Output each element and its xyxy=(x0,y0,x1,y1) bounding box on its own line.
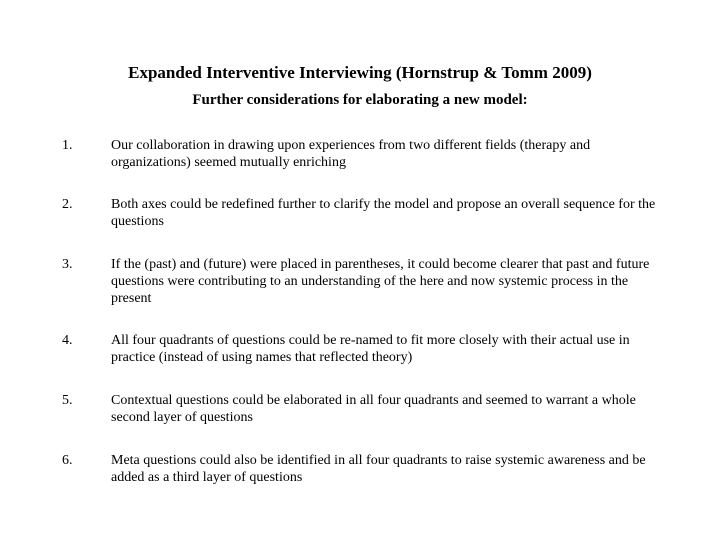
list-item-text: If the (past) and (future) were placed in parentheses, it could become clearer that past and future questions were contributing to an understanding of the here and now systemic process in the present xyxy=(111,257,650,306)
list-item-text: Our collaboration in drawing upon experiences from two different fields (therapy and organizations) seemed mutually enriching xyxy=(111,138,591,170)
list-item-number: 2. xyxy=(62,197,73,212)
list-item-number: 3. xyxy=(62,257,73,272)
list-item-text: Contextual questions could be elaborated in all four quadrants and seemed to warrant a whole second layer of questions xyxy=(111,393,636,425)
list-item-number: 4. xyxy=(62,333,73,348)
slide-subtitle xyxy=(0,90,720,110)
list-item-text: Both axes could be redefined further to clarify the model and propose an overall sequence for the questions xyxy=(111,197,656,229)
slide-title: Expanded Interventive Interviewing (Hornstrup & Tomm 2009) xyxy=(128,63,592,82)
slide-subtitle-text: Further considerations for elaborating a new model: xyxy=(192,92,528,108)
list-item-text: All four quadrants of questions could be re-named to fit more closely with their actual use in practice (instead of using names that reflected theory) xyxy=(111,333,630,365)
list-item-number: 5. xyxy=(62,393,73,408)
list-item-number: 6. xyxy=(62,453,73,468)
list-item-number: 1. xyxy=(62,138,73,153)
list-item-text: Meta questions could also be identified in all four quadrants to raise systemic awareness and be added as a third layer of questions xyxy=(111,453,646,485)
